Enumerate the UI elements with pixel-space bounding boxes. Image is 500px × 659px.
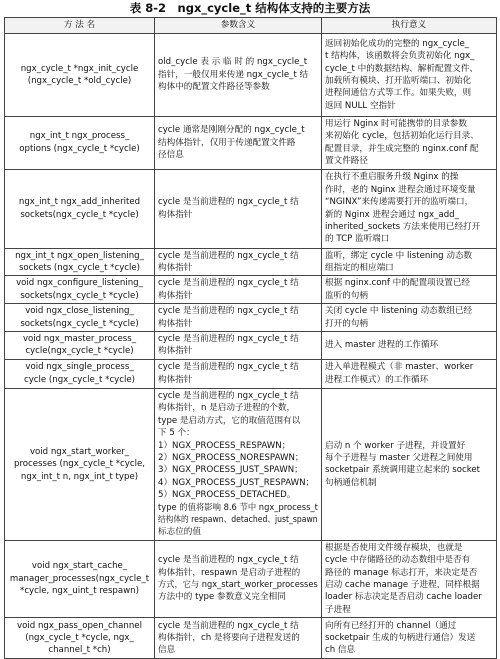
cell-line: 构体指针 bbox=[158, 209, 193, 220]
cell-line: (ngx_cycle_t *cycle, ngx_ bbox=[25, 632, 134, 643]
cell-line: 进入单进程模式（非 master、worker bbox=[325, 362, 474, 373]
cell-line: 3）NGX_PROCESS_JUST_SPAWN； bbox=[158, 465, 303, 476]
method-cell bbox=[5, 169, 155, 248]
table-row bbox=[5, 248, 497, 276]
cell-line: socketpair 生成的句柄进行通信）发送 bbox=[325, 632, 476, 643]
cell-line: 新的 Nginx 进程会通过 ngx_add_ bbox=[325, 209, 459, 220]
cell-line: cycle 是当前进程的 ngx_cycle_t 结 bbox=[158, 555, 299, 566]
param-cell bbox=[155, 276, 322, 304]
cell-line: 的 TCP 监听端口 bbox=[325, 234, 390, 245]
cell-line: 进程工作模式）的工作循环 bbox=[325, 374, 429, 385]
cell-line: 启动 n 个 worker 子进程，并设置好 bbox=[325, 440, 466, 451]
cell-line: inherited_sockets 方法来使用已经打开 bbox=[325, 222, 481, 233]
cell-line: sockets (ngx_cycle_t *cycle) bbox=[18, 263, 141, 274]
table-row bbox=[5, 117, 497, 170]
table-row bbox=[5, 618, 497, 659]
cell-line: channel_t *ch) bbox=[48, 645, 111, 656]
param-cell bbox=[155, 304, 322, 332]
meaning-cell bbox=[322, 276, 497, 304]
method-cell bbox=[5, 359, 155, 388]
cell-line: 4）NGX_PROCESS_JUST_RESPAWN； bbox=[158, 477, 315, 488]
cell-line: 返回初始化成功的完整的 ngx_cycle_ bbox=[325, 38, 470, 49]
cell-line: “NGINX”来传递需要打开的监听端口， bbox=[325, 197, 474, 208]
header-param-meaning: 参数含义 bbox=[155, 18, 322, 34]
cell-line: 径信息 bbox=[158, 150, 184, 161]
cell-line: cycle_t 中的数据结构、解析配置文件、 bbox=[325, 63, 478, 74]
param-cell bbox=[155, 34, 322, 117]
header-exec-meaning: 执行意义 bbox=[322, 18, 497, 34]
cell-line: loader 标志决定是否启动 cache loader bbox=[325, 592, 482, 603]
cell-line: 配置目录，并生成完整的 nginx.conf 配 bbox=[325, 143, 479, 154]
cell-line: 作时，老的 Nginx 进程会通过环境变量 bbox=[325, 184, 476, 195]
cell-line: 构体指针 bbox=[158, 346, 193, 357]
cell-line: ngx_cycle_t *ngx_init_cycle bbox=[20, 63, 139, 74]
cell-line: 信息 bbox=[158, 645, 176, 656]
cell-line: 下 5 个： bbox=[158, 428, 195, 439]
cell-line: void ngx_close_listening_ bbox=[25, 306, 134, 317]
cell-line: 在执行不重启服务升级 Nginx 的操 bbox=[325, 172, 459, 183]
cell-line: 构体指针，ch 是将要向子进程发送的 bbox=[158, 632, 300, 643]
param-cell bbox=[155, 388, 322, 540]
cell-line: 监听的句柄 bbox=[325, 290, 368, 301]
meaning-cell bbox=[322, 304, 497, 332]
cell-line: 来初始化 cycle，包括初始化运行目录、 bbox=[325, 131, 479, 142]
cell-line: void ngx_start_cache_ bbox=[31, 561, 128, 572]
param-cell bbox=[155, 618, 322, 659]
cell-line: type 是启动方式，它的取值范围有以 bbox=[158, 415, 301, 426]
cell-line: manager_processes(ngx_cycle_t bbox=[9, 573, 150, 584]
table-row bbox=[5, 332, 497, 360]
cell-line: 5）NGX_PROCESS_DETACHED。 bbox=[158, 490, 296, 501]
cell-line: ngx_int_t ngx_add_inherited bbox=[18, 197, 141, 208]
cell-line: socketpair 系统调用建立起来的 socket bbox=[325, 465, 481, 476]
cell-line: cycle 是当前进程的 ngx_cycle_t 结 bbox=[158, 278, 299, 289]
meaning-cell bbox=[322, 359, 497, 388]
cell-line: ngx_int_t n, ngx_int_t type) bbox=[20, 471, 139, 482]
cell-line: 进程间通信方式等工作。如果失败，则 bbox=[325, 88, 472, 99]
method-cell bbox=[5, 388, 155, 540]
cell-line: 根据是否使用文件缓存模块，也就是 bbox=[325, 542, 463, 553]
table-row bbox=[5, 276, 497, 304]
cell-line: 加载所有模块、打开监听端口、初始化 bbox=[325, 76, 472, 86]
cell-line: 根据 nginx.conf 中的配置项设置已经 bbox=[325, 278, 471, 289]
meaning-cell bbox=[322, 388, 497, 540]
cell-line: cycle(ngx_cycle_t *cycle) bbox=[25, 346, 134, 357]
param-cell bbox=[155, 332, 322, 360]
table-caption: 表 8-2 ngx_cycle_t 结构体支持的主要方法 bbox=[129, 1, 371, 15]
cell-line: void ngx_single_process_ bbox=[25, 362, 134, 373]
header-row bbox=[5, 18, 497, 34]
meaning-cell bbox=[322, 117, 497, 170]
cell-line: cycle (ngx_cycle_t *cycle) bbox=[23, 374, 136, 385]
param-cell bbox=[155, 248, 322, 276]
cell-line: 构体指针 bbox=[158, 263, 193, 274]
meaning-cell bbox=[322, 618, 497, 659]
method-cell bbox=[5, 34, 155, 117]
cell-line: 结构体指针，仅用于传递配置文件路 bbox=[158, 137, 296, 148]
cell-line: 标志位的值 bbox=[158, 527, 201, 538]
cell-line: options (ngx_cycle_t *cycle) bbox=[19, 143, 140, 154]
cell-line: void ngx_master_process_ bbox=[22, 334, 137, 345]
cell-line: 每个子进程与 master 父进程之间使用 bbox=[325, 452, 473, 463]
cell-line: 组指定的相应端口 bbox=[325, 263, 394, 274]
method-cell bbox=[5, 117, 155, 170]
cell-line: 返回 NULL 空指针 bbox=[325, 100, 396, 111]
cell-line: 构体指针，n 是启动子进程的个数， bbox=[158, 403, 296, 414]
meaning-cell bbox=[322, 169, 497, 248]
param-cell bbox=[155, 359, 322, 388]
method-cell bbox=[5, 332, 155, 360]
table-row bbox=[5, 359, 497, 388]
cell-line: 2）NGX_PROCESS_NORESPAWN； bbox=[158, 452, 304, 463]
cell-line: void ngx_pass_open_channel bbox=[17, 620, 142, 631]
cell-line: sockets(ngx_cycle_t *cycle) bbox=[20, 290, 139, 301]
cell-line: 监听，绑定 cycle 中 listening 动态数 bbox=[325, 250, 473, 261]
cell-line: cycle 是当前进程的 ngx_cycle_t 结 bbox=[158, 620, 299, 631]
cell-line: 置文件路径 bbox=[325, 156, 368, 167]
cell-line: sockets(ngx_cycle_t *cycle) bbox=[20, 209, 139, 220]
cell-line: 1）NGX_PROCESS_RESPAWN； bbox=[158, 440, 291, 451]
method-cell bbox=[5, 618, 155, 659]
table-row bbox=[5, 34, 497, 117]
table-row bbox=[5, 304, 497, 332]
meaning-cell bbox=[322, 34, 497, 117]
meaning-cell bbox=[322, 540, 497, 617]
cell-line: processes (ngx_cycle_t *cycle, bbox=[13, 459, 145, 470]
cell-line: 子进程 bbox=[325, 604, 351, 615]
cell-line: 进入 master 进程的工作循环 bbox=[325, 340, 439, 351]
cell-line: 路径的 manage 标志打开，来决定是否 bbox=[325, 567, 478, 578]
cell-line: 关闭 cycle 中 listening 动态数组已经 bbox=[325, 306, 473, 317]
param-cell bbox=[155, 169, 322, 248]
cell-line: 向所有已经打开的 channel（通过 bbox=[325, 620, 457, 631]
table-row bbox=[5, 388, 497, 540]
cell-line: 方法中的 type 参数意义完全相同 bbox=[158, 592, 286, 603]
method-cell bbox=[5, 276, 155, 304]
cell-line: 构体中的配置文件路径等参数 bbox=[158, 82, 270, 93]
cell-line: 构体指针 bbox=[158, 318, 193, 329]
header-method-name: 方 法 名 bbox=[5, 18, 155, 34]
cell-line: cycle 是当前进程的 ngx_cycle_t 结 bbox=[158, 390, 299, 401]
cell-line: type 的值将影响 8.6 节中 ngx_process_t bbox=[158, 502, 318, 513]
cell-line: 指针，一般仅用来传递 ngx_cycle_t 结 bbox=[158, 69, 309, 80]
cell-line: cycle 中存储路径的动态数组中是否有 bbox=[325, 555, 471, 566]
cell-line: *cycle, ngx_uint_t respawn) bbox=[20, 586, 139, 597]
cell-line: cycle 通常是刚刚分配的 ngx_cycle_t bbox=[158, 125, 305, 136]
meaning-cell bbox=[322, 248, 497, 276]
cell-line: 结构体的 respawn、detached、just_spawn bbox=[158, 514, 318, 525]
cell-line: 句柄通信机制 bbox=[325, 477, 377, 488]
cell-line: 打开的句柄 bbox=[325, 318, 368, 329]
cell-line: cycle 是当前进程的 ngx_cycle_t 结 bbox=[158, 306, 299, 317]
cell-line: (ngx_cycle_t *old_cycle) bbox=[27, 76, 132, 86]
cell-line: sockets(ngx_cycle_t *cycle) bbox=[20, 318, 139, 329]
method-cell bbox=[5, 304, 155, 332]
param-cell bbox=[155, 117, 322, 170]
cell-line: cycle 是当前进程的 ngx_cycle_t 结 bbox=[158, 334, 299, 345]
cell-line: old_cycle 表 示 临 时 的 ngx_cycle_t bbox=[158, 57, 308, 68]
cell-line: ngx_int_t ngx_process_ bbox=[29, 131, 130, 142]
methods-table bbox=[4, 17, 497, 659]
cell-line: 用运行 Nginx 时可能携带的目录参数 bbox=[325, 119, 467, 129]
meaning-cell bbox=[322, 332, 497, 360]
cell-line: 构体指针 bbox=[158, 290, 193, 301]
table-row bbox=[5, 169, 497, 248]
cell-line: cycle 是当前进程的 ngx_cycle_t 结 bbox=[158, 250, 299, 261]
cell-line: ch 信息 bbox=[325, 645, 356, 656]
cell-line: cycle 是当前进程的 ngx_cycle_t 结 bbox=[158, 362, 299, 373]
cell-line: 启动 cache manage 子进程，同样根据 bbox=[325, 579, 480, 590]
method-cell bbox=[5, 540, 155, 617]
method-cell bbox=[5, 248, 155, 276]
cell-line: 构体指针，respawn 是启动子进程的 bbox=[158, 567, 301, 578]
cell-line: 构体指针 bbox=[158, 374, 193, 385]
cell-line: 方式，它与 ngx_start_worker_processes bbox=[158, 579, 318, 590]
cell-line: void ngx_start_worker_ bbox=[29, 446, 130, 457]
param-cell bbox=[155, 540, 322, 617]
cell-line: ngx_int_t ngx_open_listening_ bbox=[15, 250, 144, 261]
cell-line: void ngx_configure_listening_ bbox=[16, 278, 143, 289]
cell-line: cycle 是当前进程的 ngx_cycle_t 结 bbox=[158, 197, 299, 208]
table-row bbox=[5, 540, 497, 617]
cell-line: t 结构体，该函数将会负责初始化 ngx_ bbox=[325, 51, 475, 62]
